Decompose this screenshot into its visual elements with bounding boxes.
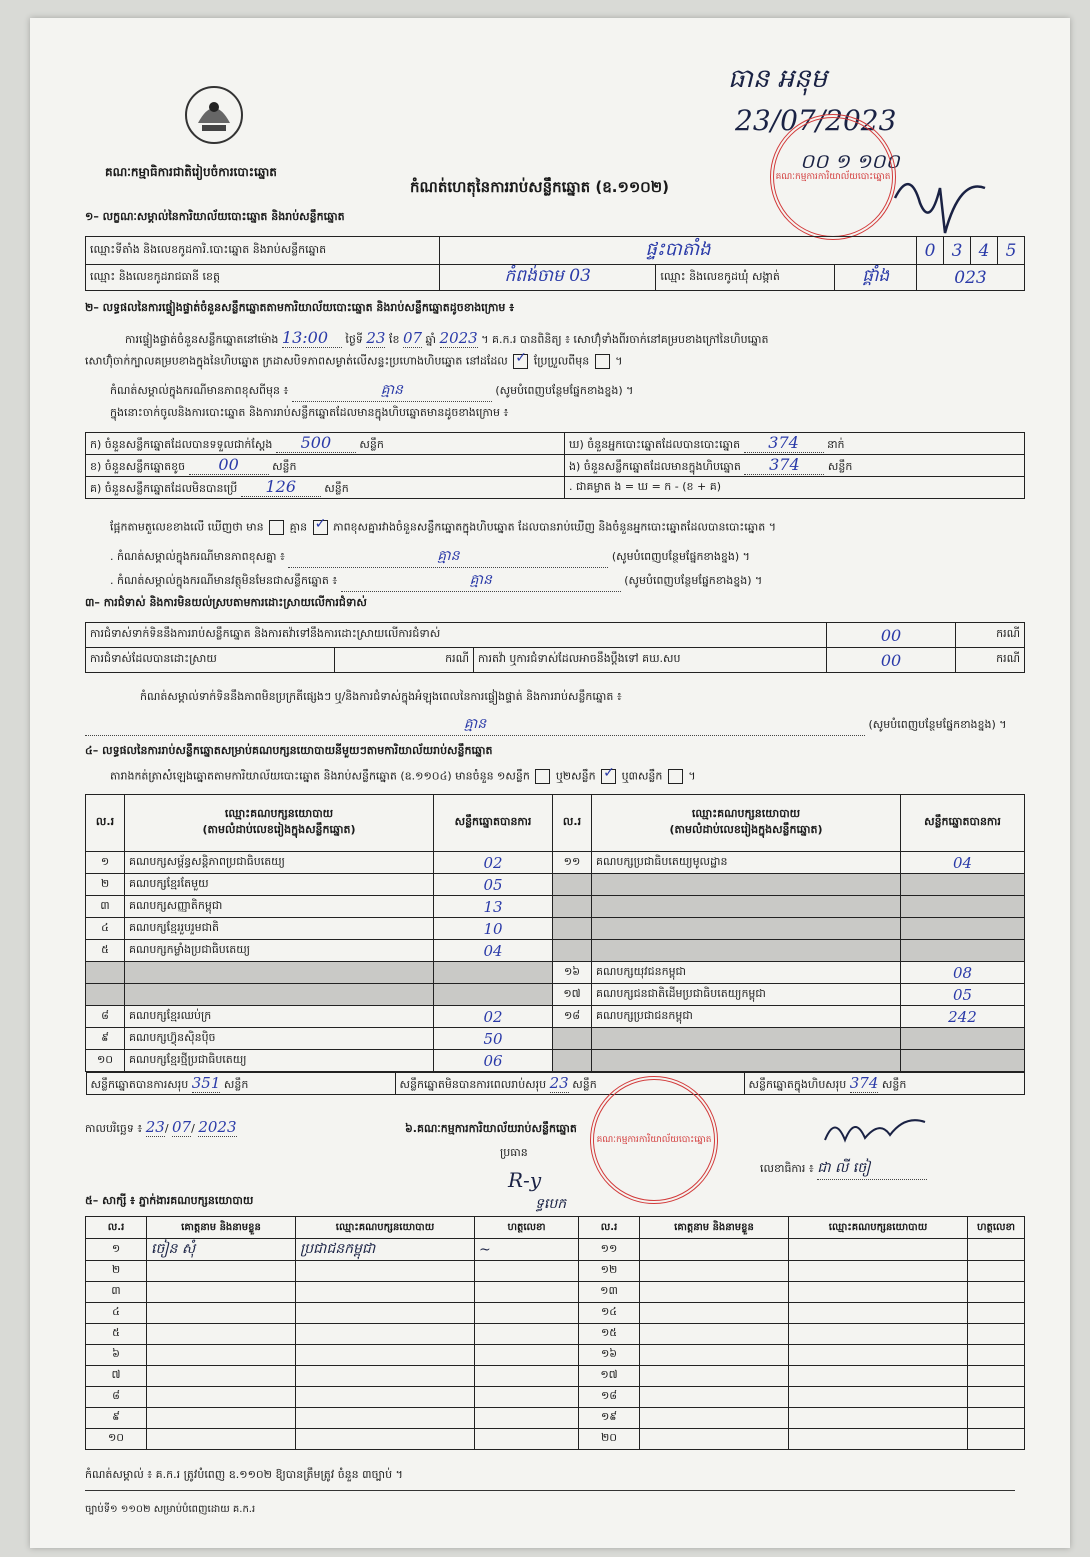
- party-no: ៩: [86, 1028, 125, 1050]
- two-sheets-checkbox[interactable]: [601, 769, 616, 784]
- witness-party: [789, 1324, 968, 1345]
- party-no: [86, 984, 125, 1006]
- party-name: [592, 1050, 901, 1072]
- witness-signature: [968, 1239, 1025, 1261]
- witness-row: [86, 1282, 1025, 1303]
- party-row: [86, 1006, 1025, 1028]
- station-code-3: 4: [971, 237, 998, 265]
- commune-label: ឈ្មោះ និងលេខកូដឃុំ សង្កាត់: [656, 265, 835, 291]
- party-no: [553, 1028, 592, 1050]
- chair-signature: R-y: [508, 1168, 542, 1192]
- party-name: គណបក្សប្រជាជនកម្ពុជា: [592, 1006, 901, 1028]
- witness-row: [86, 1303, 1025, 1324]
- witness-signature: [968, 1261, 1025, 1282]
- party-votes: [901, 1050, 1025, 1072]
- party-votes: 13: [434, 896, 553, 918]
- sheet-count-line: តារាងកត់ត្រាសំឡេងឆ្នោតតាមការិយាល័យបោះឆ្នោត និងរាប់សន្លឹកឆ្នោត (ឧ.១១០៤) មានចំនួន ១សន្លឹក ឬ២សន្លឹក ✓ ឬ៣សន្លឹក ។: [110, 769, 1010, 786]
- witness-row: [86, 1366, 1025, 1387]
- issue-remark-line: . កំណត់សម្គាល់ក្នុងករណីមានវត្ថុមិនមែនជាសន្លឹកឆ្នោត ៖ គ្មាន (សូមបំពេញបន្ថែមផ្នែកខាងខ្នង) ។: [110, 570, 1010, 592]
- witness-row: [86, 1387, 1025, 1408]
- objection-table: ការជំទាស់ទាក់ទិននឹងការរាប់សន្លឹកឆ្នោត និងការតវ៉ាទៅនឹងការដោះស្រាយលើការជំទាស់ 00 ករណី ការជំទាស់ដែលបានដោះស្រាយ ករណី ការតវ៉ា ឬការជំទាស់ដែលអាចនឹងប្តឹងទៅ គឃ.សប 00 ករណី: [85, 622, 1025, 673]
- handwritten-time: ០០ ១ ១០០: [800, 149, 900, 173]
- party-no: ៤: [86, 918, 125, 940]
- witness-party: [296, 1282, 475, 1303]
- station-label: ឈ្មោះទីតាំង និងលេខកូដការិ.បោះឆ្នោត និងរាប់សន្លឹកឆ្នោត: [86, 237, 440, 265]
- party-name: [592, 874, 901, 896]
- changed-checkbox[interactable]: [595, 354, 610, 369]
- form-page: [30, 18, 1070, 1548]
- copy-line: ច្បាប់ទី១ ១១០២ សម្រាប់បំពេញដោយ គ.ក.រ: [85, 1504, 256, 1515]
- witness-signature: [968, 1345, 1025, 1366]
- province-label: ឈ្មោះ និងលេខកូដរាជធានី ខេត្ត: [86, 265, 440, 291]
- unchanged-checkbox[interactable]: [513, 354, 528, 369]
- party-no: ១៧: [553, 984, 592, 1006]
- party-name: [125, 984, 434, 1006]
- witness-party: ប្រជាជនកម្ពុជា: [296, 1239, 475, 1261]
- witness-name: [640, 1239, 789, 1261]
- witness-signature: [968, 1282, 1025, 1303]
- witness-signature: [968, 1387, 1025, 1408]
- party-no: ២: [86, 874, 125, 896]
- witness-signature: [475, 1408, 579, 1429]
- row-e: ង) ចំនួនសន្លឹកឆ្នោតដែលមានក្នុងហិបឆ្នោត 374 សន្លឹក: [565, 455, 1025, 477]
- party-votes: 05: [434, 874, 553, 896]
- party-votes: [901, 1028, 1025, 1050]
- section1-title: ១– លក្ខណៈសម្គាល់នៃការិយាល័យបោះឆ្នោត និងរាប់សន្លឹកឆ្នោត: [85, 210, 345, 223]
- secretary-signature: [820, 1110, 930, 1154]
- witness-name: [640, 1282, 789, 1303]
- witness-signature: [968, 1429, 1025, 1450]
- party-no: [553, 1050, 592, 1072]
- party-name: គណបក្សខ្មែរតែមួយ: [125, 874, 434, 896]
- party-votes: 50: [434, 1028, 553, 1050]
- party-no: ៣: [86, 896, 125, 918]
- witness-name: [147, 1324, 296, 1345]
- party-votes: [901, 874, 1025, 896]
- party-row: [86, 962, 1025, 984]
- nec-emblem-icon: [182, 83, 246, 147]
- witness-no: ៤: [86, 1303, 147, 1324]
- party-name: គណបក្សកម្លាំងប្រជាធិបតេយ្យ: [125, 940, 434, 962]
- witness-name: [147, 1282, 296, 1303]
- objection-value: 00: [827, 623, 956, 648]
- witness-row: [86, 1429, 1025, 1450]
- complaint-value: 00: [827, 648, 956, 673]
- witness-party: [296, 1408, 475, 1429]
- witness-party: [789, 1345, 968, 1366]
- party-no: ១០: [86, 1050, 125, 1072]
- chair-label: ប្រធាន: [500, 1146, 528, 1159]
- party-no: [86, 962, 125, 984]
- witness-party: [789, 1408, 968, 1429]
- commune-code: 023: [917, 265, 1025, 291]
- witness-party: [296, 1345, 475, 1366]
- handwritten-note: ធាន អនុម: [728, 64, 828, 94]
- ballot-count-table: [85, 432, 1025, 499]
- party-name: [592, 918, 901, 940]
- section5-title: ៥– សាក្សី ៖ ភ្នាក់ងារគណបក្សនយោបាយ: [85, 1194, 254, 1207]
- witness-no: ១៦: [579, 1345, 640, 1366]
- witness-no: ១: [86, 1239, 147, 1261]
- party-votes: 04: [434, 940, 553, 962]
- party-votes: 10: [434, 918, 553, 940]
- handwritten-date: 23/07/2023: [735, 104, 897, 137]
- witness-party: [789, 1239, 968, 1261]
- witness-no: ១៣: [579, 1282, 640, 1303]
- official-stamp-top: គណៈកម្មការការិយាល័យបោះឆ្នោត: [770, 114, 896, 240]
- witness-no: ១៩: [579, 1408, 640, 1429]
- witness-signature: [968, 1366, 1025, 1387]
- witness-no: ១៧: [579, 1366, 640, 1387]
- witness-row: [86, 1324, 1025, 1345]
- witness-name: [147, 1345, 296, 1366]
- witness-signature: [475, 1345, 579, 1366]
- witness-signature: [475, 1366, 579, 1387]
- witness-no: ១៤: [579, 1303, 640, 1324]
- party-votes: [434, 984, 553, 1006]
- party-votes: 06: [434, 1050, 553, 1072]
- witness-name: [640, 1366, 789, 1387]
- official-stamp-bottom: គណៈកម្មការការិយាល័យបោះឆ្នោត: [590, 1076, 718, 1204]
- witness-name: [147, 1366, 296, 1387]
- witness-name: [640, 1408, 789, 1429]
- party-votes: [434, 962, 553, 984]
- diff-yes-checkbox[interactable]: [269, 520, 284, 535]
- objection-label: ការជំទាស់ទាក់ទិននឹងការរាប់សន្លឹកឆ្នោត និងការតវ៉ាទៅនឹងការដោះស្រាយលើការជំទាស់: [86, 623, 827, 648]
- witness-name: [147, 1261, 296, 1282]
- witness-no: ៥: [86, 1324, 147, 1345]
- footer-note: កំណត់សម្គាល់ ៖ គ.ក.រ ត្រូវបំពេញ ឧ.១១០២ ឱ្យបានត្រឹមត្រូវ ចំនួន ៣ច្បាប់ ។: [85, 1468, 403, 1481]
- witness-party: [789, 1429, 968, 1450]
- verify-line-1: ការផ្ទៀងផ្ទាត់ចំនួនសន្លឹកឆ្នោតនៅម៉ោង 13:00 ថ្ងៃទី 23 ខែ 07 ឆ្នាំ 2023 ។ គ.ក.រ បានពិនិត្យ ៖ សោហ៊ុំទាំងពីរចាក់នៅគម្របខាងក្រៅនៃហិបឆ្នោត: [125, 328, 769, 347]
- secretary-line: លេខាធិការ ៖ ជា លី ចៀ: [760, 1158, 927, 1180]
- witness-name: [640, 1303, 789, 1324]
- party-no: ១: [86, 852, 125, 874]
- witness-signature: [475, 1387, 579, 1408]
- witness-no: ៨: [86, 1387, 147, 1408]
- witness-party: [296, 1387, 475, 1408]
- diff-line: ផ្អែកតាមតួលេខខាងលើ ឃើញថា មាន គ្មាន ✓ ភាពខុសគ្នារវាងចំនួនសន្លឹកឆ្នោតក្នុងហិបឆ្នោត ដែលបានរាប់ឃើញ និងចំនួនអ្នកបោះឆ្នោតដែលបានបោះឆ្នោត ។: [110, 520, 1050, 537]
- party-votes: 02: [434, 852, 553, 874]
- total-valid: 351: [191, 1073, 221, 1092]
- row-a: ក) ចំនួនសន្លឹកឆ្នោតដែលបានទទួលជាក់ស្តែង 500 សន្លឹក: [86, 433, 565, 455]
- witness-name: [147, 1387, 296, 1408]
- witness-signature: [968, 1324, 1025, 1345]
- party-row: [86, 852, 1025, 874]
- witness-table: ល.រ គោត្តនាម និងនាមខ្លួន ឈ្មោះគណបក្សនយោបាយ ហត្ថលេខា ល.រ គោត្តនាម និងនាមខ្លួន ឈ្មោះគណបក្សនយោបាយ ហត្ថលេខា ១ ចៀន សុំ ប្រជាជនកម្ពុជា ~ ១១ ២ ១២ ៣ ១៣ ៤ ១៤ ៥ ១៥ ៦ ១៦ ៧ ១៧ ៨ ១៨ ៩ ១៩ ១០ ២០: [85, 1216, 1025, 1450]
- witness-no: ៩: [86, 1408, 147, 1429]
- party-no: ១៨: [553, 1006, 592, 1028]
- section3-remark-line: គ្មាន (សូមបំពេញបន្ថែមផ្នែកខាងខ្នង) ។: [85, 714, 1035, 736]
- witness-name: [640, 1261, 789, 1282]
- witness-name: [640, 1429, 789, 1450]
- witness-signature: [475, 1429, 579, 1450]
- witness-no: ១១: [579, 1239, 640, 1261]
- three-sheets-checkbox[interactable]: [668, 769, 683, 784]
- total-invalid: 23: [549, 1073, 569, 1092]
- witness-signature: [475, 1282, 579, 1303]
- section3-title: ៣– ការជំទាស់ និងការមិនយល់ស្របតាមការដោះស្រាយលើការជំទាស់: [85, 596, 367, 609]
- diff-remark-line: . កំណត់សម្គាល់ក្នុងករណីមានភាពខុសគ្នា ៖ គ្មាន (សូមបំពេញបន្ថែមផ្នែកខាងខ្នង) ។: [110, 546, 1010, 568]
- agency-name: គណៈកម្មាធិការជាតិរៀបចំការបោះឆ្នោត: [105, 165, 277, 179]
- formula: . ជាគម្លាត ង = ឃ = ក - (ខ + គ): [565, 477, 1025, 499]
- witness-party: [789, 1303, 968, 1324]
- signature-top: [890, 158, 990, 242]
- party-votes: [901, 896, 1025, 918]
- witness-party: [296, 1324, 475, 1345]
- party-name: គណបក្សសម្ព័ន្ធសន្តិភាពប្រជាធិបតេយ្យ: [125, 852, 434, 874]
- party-name: [125, 962, 434, 984]
- party-no: ៥: [86, 940, 125, 962]
- one-sheet-checkbox[interactable]: [535, 769, 550, 784]
- totals-row: សន្លឹកឆ្នោតបានការសរុប 351 សន្លឹក សន្លឹកឆ្នោតមិនបានការពេលរាប់សរុប 23 សន្លឹក សន្លឹកឆ្នោតក្នុងហិបសរុប 374 សន្លឹក: [86, 1072, 1025, 1095]
- party-no: ១១: [553, 852, 592, 874]
- party-name: គណបក្សហ៊្វុនស៊ិនប៉ិច: [125, 1028, 434, 1050]
- party-votes-table: ល.រ ឈ្មោះគណបក្សនយោបាយ (តាមលំដាប់លេខរៀងក្នុងសន្លឹកឆ្នោត) សន្លឹកឆ្នោតបានការ ល.រ ឈ្មោះគណបក្សនយោបាយ (តាមលំដាប់លេខរៀងក្នុងសន្លឹកឆ្នោត) សន្លឹកឆ្នោតបានការ ១ គណបក្សសម្ព័ន្ធសន្តិភាពប្រជាធិបតេយ្យ 02 ១១ គណបក្សប្រជាធិបតេយ្យមូលដ្ឋាន 04 ២ គណបក្សខ្មែរតែមួយ 05 ៣ គណបក្សសញ្ញាតិកម្ពុជា 13 ៤ គណបក្សខ្មែររួបរួមជាតិ 10 ៥ គណបក្សកម្លាំងប្រជាធិបតេយ្យ 04 ១៦ គណបក្សយុវជនកម្ពុជា 08 ១៧ គណបក្សជនជាតិដើមប្រជាធិបតេយ្យកម្ពុជា 05 ៨ គណបក្សខ្មែរឈប់ក្រ 02 ១៨ គណបក្សប្រជាជនកម្ពុជា 242 ៩ គណបក្សហ៊្វុនស៊ិនប៉ិច 50 ១០ គណបក្សខ្មែរថ្មីប្រជាធិបតេយ្យ 06 សន្លឹកឆ្នោតបានការសរុប 351 សន្លឹក សន្លឹកឆ្នោតមិនបានការពេលរាប់សរុប 23 សន្លឹក សន្លឹកឆ្នោតក្នុងហិបសរុប 374 សន្លឹក: [85, 794, 1025, 1095]
- witness-signature: ~: [475, 1239, 579, 1261]
- witness-party: [296, 1429, 475, 1450]
- party-no: ៨: [86, 1006, 125, 1028]
- witness-signature: [968, 1303, 1025, 1324]
- station-code-4: 5: [998, 237, 1025, 265]
- witness-no: ១៥: [579, 1324, 640, 1345]
- party-name: គណបក្សជនជាតិដើមប្រជាធិបតេយ្យកម្ពុជា: [592, 984, 901, 1006]
- witness-signature: [968, 1408, 1025, 1429]
- witness-name: [640, 1324, 789, 1345]
- witness-party: [789, 1261, 968, 1282]
- section4-title: ៤– លទ្ធផលនៃការរាប់សន្លឹកឆ្នោតសម្រាប់គណបក្សនយោបាយនីមួយៗតាមការិយាល័យរាប់សន្លឹកឆ្នោត: [85, 744, 493, 757]
- station-code-1: 0: [917, 237, 944, 265]
- party-row: [86, 1028, 1025, 1050]
- witness-name: [147, 1429, 296, 1450]
- section1-table: [85, 236, 1025, 291]
- witness-name: [640, 1345, 789, 1366]
- party-row: [86, 874, 1025, 896]
- party-row: [86, 984, 1025, 1006]
- station-value: ផ្ទះបាតាំង: [440, 237, 917, 265]
- witness-name: [640, 1387, 789, 1408]
- footer-divider: [85, 1490, 1015, 1491]
- remark-line: កំណត់សម្គាល់ក្នុងករណីមានភាពខុសពីមុន ៖ គ្មាន (សូមបំពេញបន្ថែមផ្នែកខាងខ្នង) ។: [110, 380, 1010, 402]
- witness-no: ១៨: [579, 1387, 640, 1408]
- witness-party: [789, 1282, 968, 1303]
- witness-name: ចៀន សុំ: [147, 1239, 296, 1261]
- witness-party: [789, 1366, 968, 1387]
- resolved-label: ការជំទាស់ដែលបានដោះស្រាយ: [86, 648, 335, 673]
- province-value: កំពង់ចាម 03: [440, 265, 656, 291]
- party-row: [86, 1050, 1025, 1072]
- party-no: [553, 918, 592, 940]
- witness-party: [296, 1261, 475, 1282]
- witness-name: [147, 1303, 296, 1324]
- witness-no: ២០: [579, 1429, 640, 1450]
- party-no: [553, 874, 592, 896]
- verify-line-2: សោហ៊ុំចាក់ក្បាលគម្របខាងក្នុងនៃហិបឆ្នោត ក្រដាសបិទភាពសម្ងាត់លើសន្ទះប្រហោងហិបឆ្នោត នៅដដែល ✓ ប្រែប្រួលពីមុន ។: [85, 354, 1035, 371]
- party-votes: [901, 940, 1025, 962]
- witness-signature: [475, 1324, 579, 1345]
- party-votes: 08: [901, 962, 1025, 984]
- chair-name: ទ្ធបេក: [535, 1196, 567, 1212]
- date-line: កាលបរិច្ឆេទ ៖ 23/ 07/ 2023: [85, 1118, 237, 1136]
- party-name: គណបក្សយុវជនកម្ពុជា: [592, 962, 901, 984]
- row-c: គ) ចំនួនសន្លឹកឆ្នោតដែលមិនបានប្រើ 126 សន្លឹក: [86, 477, 565, 499]
- section2-title: ២– លទ្ធផលនៃការផ្ទៀងផ្ទាត់ចំនួនសន្លឹកឆ្នោតតាមការិយាល័យបោះឆ្នោត និងរាប់សន្លឹកឆ្នោតដូចខាងក្រោម ៖: [85, 301, 515, 314]
- witness-signature: [475, 1303, 579, 1324]
- party-no: ១៦: [553, 962, 592, 984]
- witness-name: [147, 1408, 296, 1429]
- witness-no: ៣: [86, 1282, 147, 1303]
- verify-intro: ក្នុងនោះចាក់ចូលនិងការបោះឆ្នោត និងការរាប់សន្លឹកឆ្នោតដែលមានក្នុងហិបឆ្នោតមានដូចខាងក្រោម ៖: [110, 406, 509, 419]
- party-name: គណបក្សសញ្ញាតិកម្ពុជា: [125, 896, 434, 918]
- form-title: កំណត់ហេតុនៃការរាប់សន្លឹកឆ្នោត (ឧ.១១០២): [410, 178, 670, 196]
- witness-party: [296, 1303, 475, 1324]
- committee-label: ៦.គណៈកម្មការការិយាល័យរាប់សន្លឹកឆ្នោត: [405, 1122, 577, 1135]
- party-name: [592, 940, 901, 962]
- party-votes: 05: [901, 984, 1025, 1006]
- witness-party: [296, 1366, 475, 1387]
- witness-no: ៦: [86, 1345, 147, 1366]
- party-row: [86, 940, 1025, 962]
- row-b: ខ) ចំនួនសន្លឹកឆ្នោតខូច 00 សន្លឹក: [86, 455, 565, 477]
- witness-no: ១០: [86, 1429, 147, 1450]
- diff-none-checkbox[interactable]: [313, 520, 328, 535]
- party-no: [553, 940, 592, 962]
- party-name: គណបក្សប្រជាធិបតេយ្យមូលដ្ឋាន: [592, 852, 901, 874]
- total-all: 374: [849, 1073, 879, 1092]
- complaint-label: ការតវ៉ា ឬការជំទាស់ដែលអាចនឹងប្តឹងទៅ គឃ.សប: [474, 648, 827, 673]
- witness-row: [86, 1261, 1025, 1282]
- party-name: [592, 1028, 901, 1050]
- party-name: គណបក្សខ្មែររួបរួមជាតិ: [125, 918, 434, 940]
- row-d: ឃ) ចំនួនអ្នកបោះឆ្នោតដែលបានបោះឆ្នោត 374 នាក់: [565, 433, 1025, 455]
- witness-no: ៧: [86, 1366, 147, 1387]
- commune-value: ផ្គាំង: [835, 265, 917, 291]
- province-code: 03: [569, 266, 591, 286]
- section3-remark-label: កំណត់សម្គាល់ទាក់ទិននឹងភាពមិនប្រក្រតីផ្សេងៗ ឬ/និងការជំទាស់ក្នុងអំឡុងពេលនៃការផ្ទៀងផ្ទាត់ និងការរាប់សន្លឹកឆ្នោត ៖: [140, 690, 622, 703]
- party-row: [86, 918, 1025, 940]
- party-name: គណបក្សខ្មែរឈប់ក្រ: [125, 1006, 434, 1028]
- witness-no: ២: [86, 1261, 147, 1282]
- witness-no: ១២: [579, 1261, 640, 1282]
- witness-row: [86, 1408, 1025, 1429]
- witness-signature: [475, 1261, 579, 1282]
- station-code-2: 3: [944, 237, 971, 265]
- party-votes: 02: [434, 1006, 553, 1028]
- party-no: [553, 896, 592, 918]
- party-votes: [901, 918, 1025, 940]
- party-name: [592, 896, 901, 918]
- party-votes: 04: [901, 852, 1025, 874]
- witness-row: [86, 1239, 1025, 1261]
- party-row: [86, 896, 1025, 918]
- party-name: គណបក្សខ្មែរថ្មីប្រជាធិបតេយ្យ: [125, 1050, 434, 1072]
- witness-row: [86, 1345, 1025, 1366]
- witness-party: [789, 1387, 968, 1408]
- party-votes: 242: [901, 1006, 1025, 1028]
